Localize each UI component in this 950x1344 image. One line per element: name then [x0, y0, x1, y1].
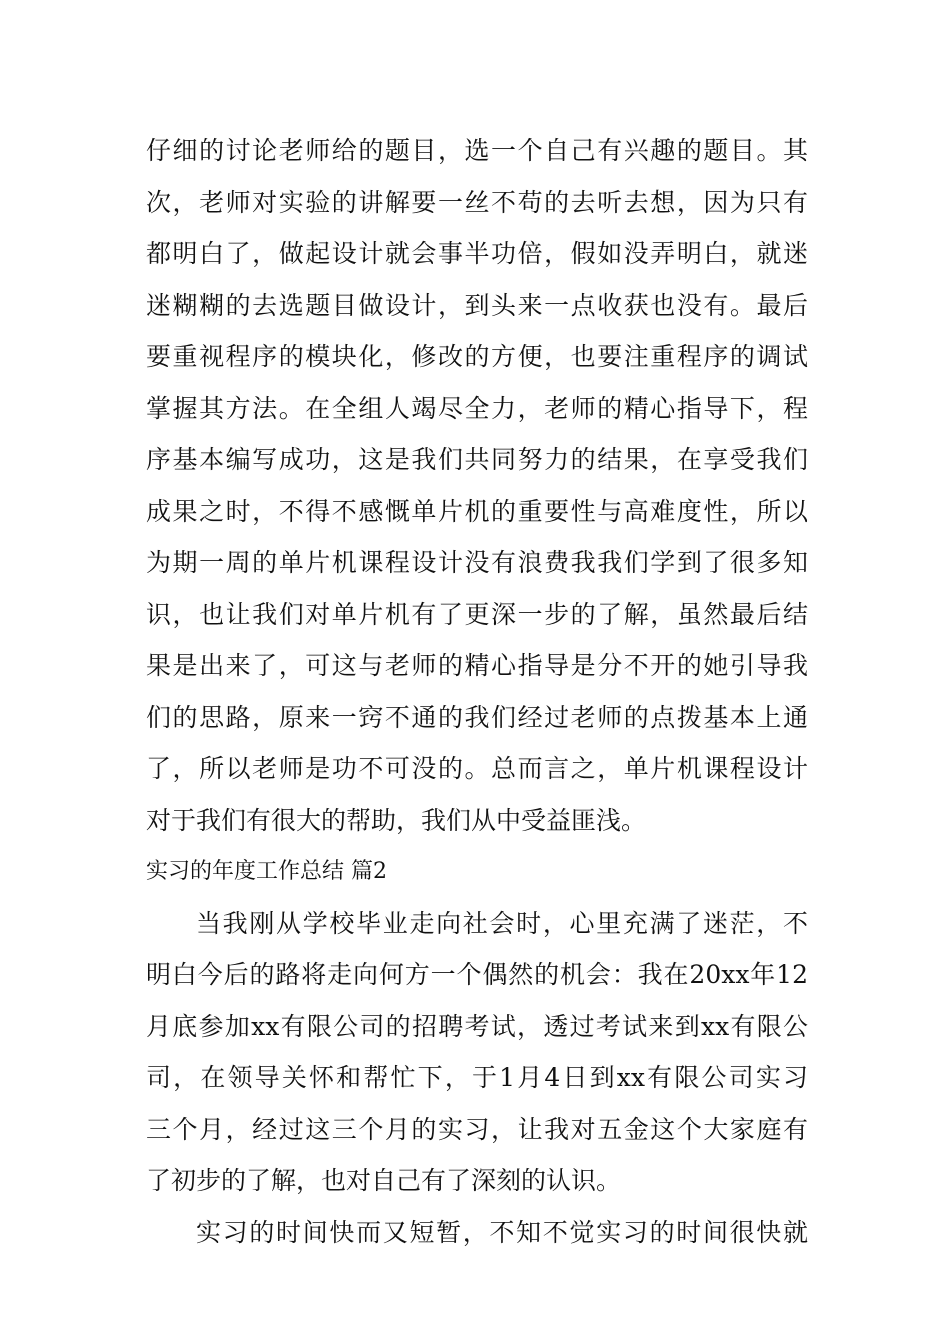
paragraph-line: 为期一周的单片机课程设计没有浪费我我们学到了很多知: [146, 548, 808, 577]
paragraph-line: 实习的时间快而又短暂，不知不觉实习的时间很快就: [196, 1217, 808, 1247]
section-heading: 实习的年度工作总结 篇2: [146, 859, 387, 884]
paragraph-line: 三个月，经过这三个月的实习，让我对五金这个大家庭有: [146, 1114, 808, 1144]
paragraph-line: 仔细的讨论老师给的题目，选一个自己有兴趣的题目。其: [146, 136, 808, 165]
paragraph-line: 了初步的了解，也对自己有了深刻的认识。: [146, 1166, 622, 1195]
paragraph-line: 们的思路，原来一窍不通的我们经过老师的点拨基本上通: [146, 702, 808, 732]
paragraph-line: 司，在领导关怀和帮忙下，于1月4日到xx有限公司实习: [146, 1063, 808, 1092]
paragraph-line: 迷糊糊的去选题目做设计，到头来一点收获也没有。最后: [146, 290, 808, 320]
paragraph-line: 当我刚从学校毕业走向社会时，心里充满了迷茫，不: [196, 908, 808, 938]
paragraph-line: 要重视程序的模块化，修改的方便，也要注重程序的调试: [146, 342, 808, 371]
paragraph-line: 果是出来了，可这与老师的精心指导是分不开的她引导我: [146, 651, 808, 680]
document-body: [146, 125, 808, 1258]
paragraph-line: 次，老师对实验的讲解要一丝不苟的去听去想，因为只有: [146, 187, 808, 217]
paragraph-line: 都明白了，做起设计就会事半功倍，假如没弄明白，就迷: [146, 239, 808, 268]
paragraph-line: 序基本编写成功，这是我们共同努力的结果，在享受我们: [146, 445, 808, 474]
paragraph-line: 识，也让我们对单片机有了更深一步的了解，虽然最后结: [146, 599, 808, 629]
paragraph-line: 成果之时，不得不感慨单片机的重要性与高难度性，所以: [146, 496, 808, 526]
paragraph-line: 对于我们有很大的帮助，我们从中受益匪浅。: [146, 805, 647, 835]
paragraph-line: 明白今后的路将走向何方一个偶然的机会：我在20xx年12: [146, 960, 808, 989]
paragraph-line: 月底参加xx有限公司的招聘考试，透过考试来到xx有限公: [146, 1011, 808, 1041]
paragraph-line: 了，所以老师是功不可没的。总而言之，单片机课程设计: [146, 754, 808, 783]
paragraph-line: 掌握其方法。在全组人竭尽全力，老师的精心指导下，程: [146, 393, 808, 423]
